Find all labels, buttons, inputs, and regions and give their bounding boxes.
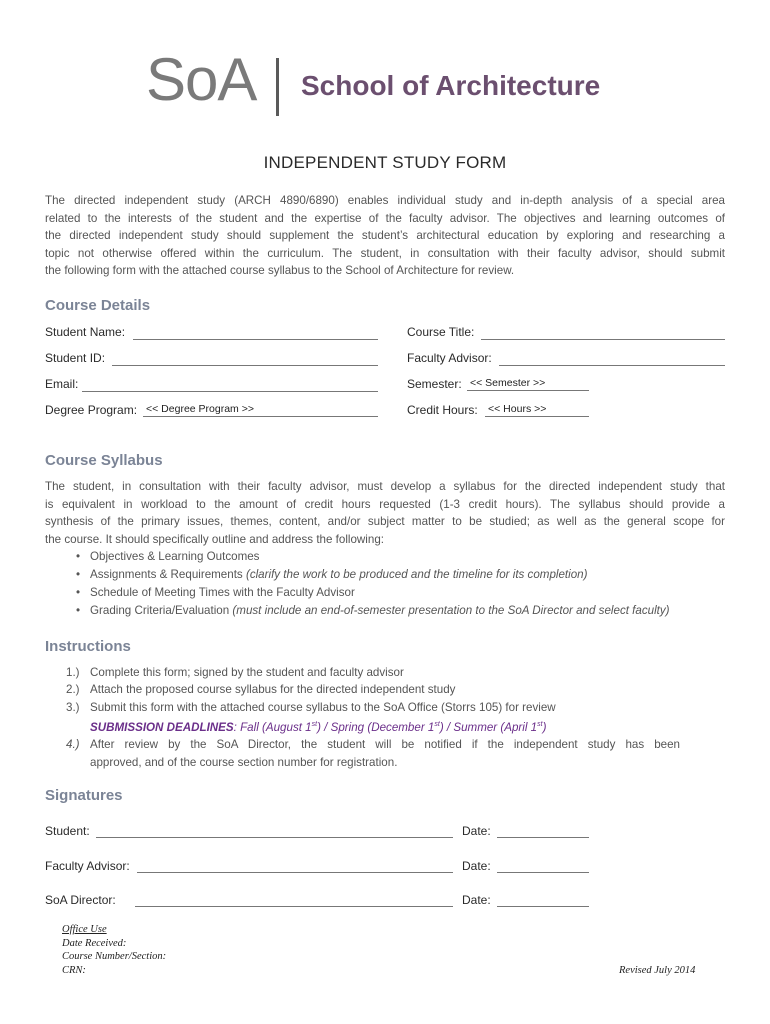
credit-hours-label: Credit Hours: (407, 403, 478, 417)
intro-line: The directed independent study (ARCH 4890/6890) enables individual study and in-depth analysis of a special area (45, 194, 725, 207)
list-item: 2.) Attach the proposed course syllabus for the directed independent study (66, 683, 456, 697)
student-date-field[interactable] (497, 837, 589, 838)
advisor-date-label: Date: (462, 859, 491, 873)
revision-date: Revised July 2014 (619, 965, 696, 976)
list-item: • Assignments & Requirements (clarify the work to be produced and the timeline for its completion) (74, 566, 754, 584)
syllabus-bullet-list (74, 548, 754, 620)
advisor-date-field[interactable] (497, 872, 589, 873)
director-date-field[interactable] (497, 906, 589, 907)
degree-program-underline (143, 416, 378, 417)
submission-deadlines: SUBMISSION DEADLINES: Fall (August 1st) / Spring (December 1st) / Summer (April 1st) (90, 721, 547, 735)
intro-paragraph (45, 192, 725, 280)
advisor-signature-label: Faculty Advisor: (45, 859, 130, 873)
school-name: School of Architecture (301, 70, 601, 101)
email-label: Email: (45, 377, 79, 391)
director-signature-field[interactable] (135, 906, 453, 907)
advisor-signature-field[interactable] (137, 872, 453, 873)
course-title-field[interactable] (481, 339, 725, 340)
syllabus-line: synthesis of the primary issues, themes, content, and/or subject matter to be studied; as well as the general scope for (45, 515, 725, 529)
intro-line: the following form with the attached course syllabus to the School of Architecture for review. (45, 264, 515, 278)
faculty-advisor-field[interactable] (499, 365, 725, 366)
student-id-label: Student ID: (45, 351, 106, 365)
degree-program-label: Degree Program: (45, 403, 138, 417)
degree-program-select[interactable]: << Degree Program >> (146, 403, 254, 415)
director-date-label: Date: (462, 893, 491, 907)
intro-line: the directed independent study should supplement the student’s architectural education by exploring and researching a (45, 229, 725, 243)
office-use-title: Office Use (62, 924, 107, 935)
email-field[interactable] (82, 391, 378, 392)
credit-hours-select[interactable]: << Hours >> (488, 403, 547, 415)
course-syllabus-heading: Course Syllabus (45, 452, 163, 469)
instructions-list (66, 664, 726, 771)
form-title: INDEPENDENT STUDY FORM (263, 153, 507, 172)
list-item: • Grading Criteria/Evaluation (must include an end-of-semester presentation to the SoA Director and select faculty) (74, 602, 754, 620)
list-item: 4.) After review by the SoA Director, the student will be notified if the independent study has been (66, 738, 680, 752)
intro-line: related to the interests of the student and the expertise of the faculty advisor. The objectives and learning outcomes of (45, 211, 725, 225)
syllabus-line: the course. It should specifically outline and address the following: (45, 532, 384, 546)
list-item: • Objectives & Learning Outcomes (74, 548, 754, 566)
student-name-label: Student Name: (45, 325, 126, 339)
office-crn: CRN: (62, 964, 86, 976)
office-use-block (62, 923, 166, 977)
student-date-label: Date: (462, 824, 491, 838)
syllabus-line: The student, in consultation with their faculty advisor, must develop a syllabus for the directed independent study that (45, 480, 725, 493)
course-title-label: Course Title: (407, 325, 475, 339)
syllabus-line: is equivalent in workload to the amount of credit hours requested (1-3 credit hours). The syllabus should provide a (45, 497, 725, 511)
syllabus-paragraph (45, 478, 725, 548)
instructions-heading: Instructions (45, 638, 131, 655)
semester-label: Semester: (407, 377, 462, 391)
list-item: • Schedule of Meeting Times with the Faculty Advisor (74, 584, 754, 602)
student-id-field[interactable] (112, 365, 378, 366)
student-name-field[interactable] (133, 339, 378, 340)
logo-divider (276, 58, 279, 116)
credit-hours-underline (485, 416, 589, 417)
intro-line: topic not otherwise offered within the curriculum. The student, in consultation with their faculty advisor, should submit (45, 246, 725, 260)
list-item: 3.) Submit this form with the attached course syllabus to the SoA Office (Storrs 105) for review (66, 700, 556, 714)
semester-select[interactable]: << Semester >> (470, 377, 546, 389)
director-signature-label: SoA Director: (45, 893, 116, 907)
soa-logo-abbr: SoA (146, 46, 257, 113)
office-date-received: Date Received: (62, 937, 127, 949)
office-course-number: Course Number/Section: (62, 951, 167, 963)
list-item: 1.) Complete this form; signed by the student and faculty advisor (66, 666, 404, 679)
student-signature-label: Student: (45, 824, 90, 838)
course-details-heading: Course Details (45, 297, 151, 314)
signatures-heading: Signatures (45, 787, 123, 804)
semester-underline (467, 390, 589, 391)
faculty-advisor-label: Faculty Advisor: (407, 351, 492, 365)
student-signature-field[interactable] (96, 837, 453, 838)
list-item-continuation: approved, and of the course section number for registration. (90, 755, 398, 769)
